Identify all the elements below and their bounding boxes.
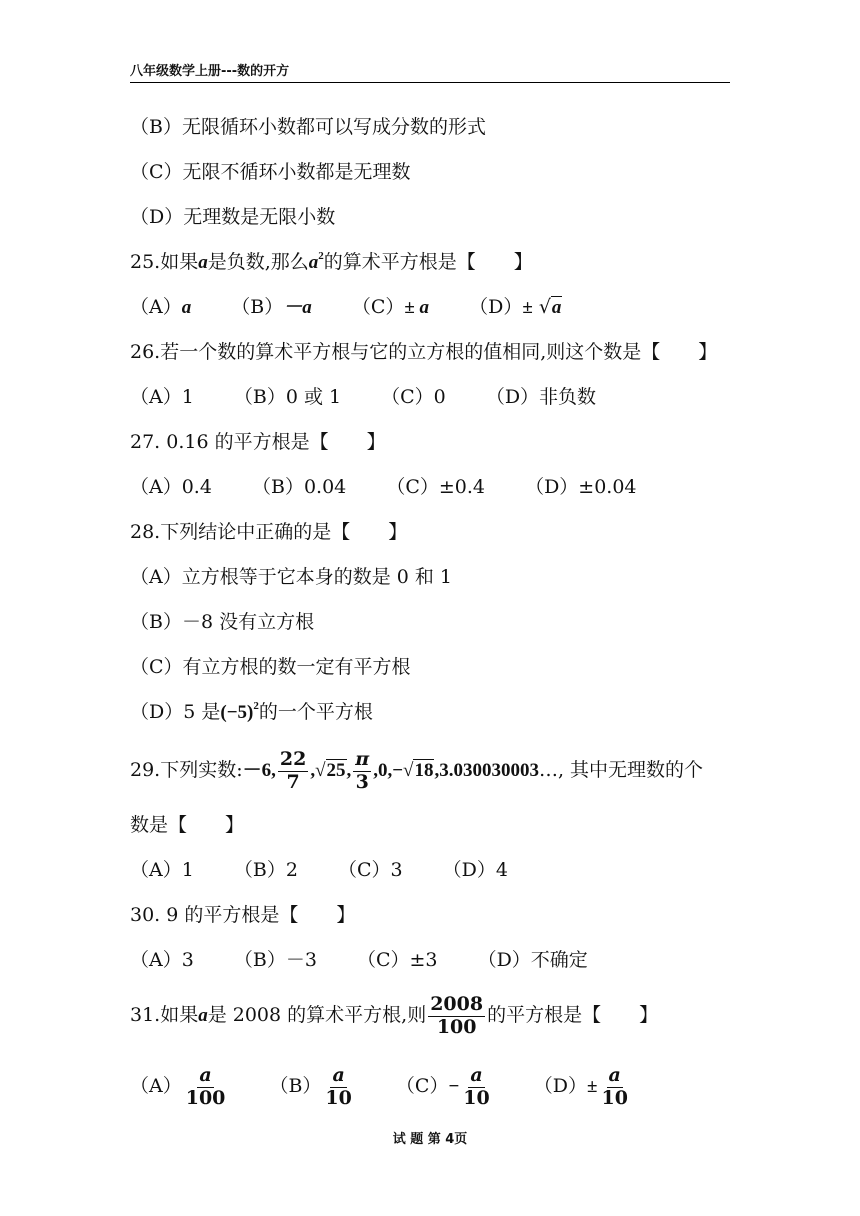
q31-option-b <box>269 1060 355 1112</box>
q29-sqrt-18: √18 <box>403 760 434 781</box>
q27-option-c: （C）±0.4 <box>386 476 486 498</box>
q29-term-decimal: ,3.030030003 <box>434 760 539 781</box>
fraction-numerator: 2008 <box>430 992 484 1015</box>
fraction-numerator: π <box>355 747 370 770</box>
q31-option-c-sign: − <box>448 1076 460 1097</box>
fraction-denominator: 100 <box>436 1015 477 1038</box>
fraction-denominator: 100 <box>185 1086 226 1109</box>
q31-var-a: a <box>198 1005 208 1026</box>
q25-stem <box>130 249 533 276</box>
q26-stem: 26.若一个数的算术平方根与它的立方根的值相同,则这个数是【 】 <box>130 341 718 363</box>
fraction-numerator: a <box>199 1063 212 1086</box>
q30-options <box>130 947 588 973</box>
q25-option-c <box>352 294 429 321</box>
q25-option-d-label: （D） <box>469 296 523 318</box>
q28-option-d-post: 的一个平方根 <box>258 701 373 723</box>
fraction-numerator: a <box>332 1063 345 1086</box>
q31-option-d-label: （D） <box>533 1075 588 1097</box>
fraction-numerator: 22 <box>279 747 307 770</box>
q25-option-c-label: （C） <box>351 296 405 318</box>
q25-stem-mid: 是负数,那么 <box>207 251 309 273</box>
q31-option-c <box>396 1060 494 1113</box>
q24-option-b: （B）无限循环小数都可以写成分数的形式 <box>130 116 486 138</box>
q27-option-b: （B）0.04 <box>252 476 347 498</box>
radicand: 18 <box>414 760 434 781</box>
q31-stem-mid: 是 2008 的算术平方根,则 <box>207 1004 427 1026</box>
q31-option-c-fraction <box>461 1065 491 1110</box>
sqrt-symbol: √a <box>538 296 562 318</box>
q30-stem: 30. 9 的平方根是【 】 <box>130 904 356 926</box>
q27-options <box>130 474 637 500</box>
q29-sqrt-25: √25 <box>315 760 346 781</box>
q28-option-d-exponent: 2 <box>253 700 259 712</box>
q31-option-b-fraction <box>323 1065 353 1110</box>
q28-option-d-pre: （D）5 是 <box>130 701 221 723</box>
q31-option-d-fraction <box>599 1065 629 1110</box>
page-footer: 试 题 第 4页 <box>392 1132 468 1147</box>
q25-option-a-label: （A） <box>130 296 182 318</box>
q31-option-a-label: （A） <box>130 1075 182 1097</box>
q31-option-d <box>534 1060 632 1113</box>
q31-option-a-fraction <box>184 1065 228 1110</box>
q29-stem-continued: 数是【 】 <box>130 814 245 836</box>
fraction-denominator: 7 <box>286 770 300 793</box>
q25-options <box>130 294 562 321</box>
q27-option-d: （D）±0.04 <box>525 476 637 498</box>
q29-options <box>130 857 508 883</box>
q27-stem: 27. 0.16 的平方根是【 】 <box>130 431 386 453</box>
q26-option-a: （A）1 <box>130 386 194 408</box>
q31-option-c-label: （C） <box>395 1075 449 1097</box>
q24-option-d: （D）无理数是无限小数 <box>130 206 336 228</box>
fraction-numerator: a <box>470 1063 483 1086</box>
q31-option-d-sign: ± <box>587 1076 598 1097</box>
q28-option-d <box>130 699 373 726</box>
q25-stem-pre: 25.如果 <box>130 251 199 273</box>
q25-option-b-value: －a <box>283 297 312 318</box>
q29-comma-1: , <box>310 760 316 781</box>
q26-option-d: （D）非负数 <box>485 386 597 408</box>
q30-option-a: （A）3 <box>130 949 194 971</box>
q29-stem-post: 其中无理数的个 <box>564 759 704 781</box>
q25-option-b-label: （B） <box>231 296 284 318</box>
q26-option-c: （C）0 <box>381 386 446 408</box>
q25-exponent: 2 <box>318 250 324 262</box>
q29-ellipsis: …, <box>538 759 565 781</box>
q27-option-a: （A）0.4 <box>130 476 212 498</box>
q31-stem <box>130 990 658 1041</box>
q29-fraction-pi-3 <box>353 749 371 794</box>
q30-option-d: （D）不确定 <box>477 949 588 971</box>
q25-option-c-value: ± a <box>404 297 430 318</box>
q24-option-c: （C）无限不循环小数都是无理数 <box>130 161 411 183</box>
q25-var-a: a <box>198 252 208 273</box>
q28-option-d-expr: (−5) <box>220 702 254 723</box>
q31-stem-pre: 31.如果 <box>130 1004 199 1026</box>
q28-option-b: （B）－8 没有立方根 <box>130 611 315 633</box>
q25-option-d <box>469 294 562 321</box>
q25-option-b <box>231 294 311 321</box>
q30-option-b: （B）－3 <box>233 949 317 971</box>
radicand: 25 <box>326 760 346 781</box>
q31-options <box>130 1060 632 1113</box>
fraction-denominator: 10 <box>325 1086 352 1109</box>
page-header: 八年级数学上册---数的开方 <box>130 60 730 83</box>
q31-stem-post: 的平方根是【 】 <box>487 1004 659 1026</box>
q25-var-a-squared: a <box>308 252 319 273</box>
q25-option-d-pm: ± <box>522 297 533 318</box>
q26-option-b: （B）0 或 1 <box>233 386 342 408</box>
q29-fraction-22-7 <box>278 749 308 794</box>
q29-option-b: （B）2 <box>233 859 298 881</box>
fraction-denominator: 10 <box>601 1086 628 1109</box>
q29-stem <box>130 746 703 795</box>
q25-option-a-value: a <box>181 297 192 318</box>
q29-term-1: －6, <box>242 760 276 781</box>
q31-fraction-2008-100 <box>428 994 485 1039</box>
fraction-denominator: 3 <box>355 770 369 793</box>
q25-option-a <box>130 294 191 321</box>
q29-option-d: （D）4 <box>442 859 508 881</box>
q28-option-a: （A）立方根等于它本身的数是 0 和 1 <box>130 566 453 588</box>
q31-option-b-label: （B） <box>269 1075 322 1097</box>
q29-option-c: （C）3 <box>337 859 403 881</box>
q29-stem-pre: 29.下列实数: <box>130 759 243 781</box>
q25-option-d-radicand: a <box>551 297 562 318</box>
q30-option-c: （C）±3 <box>356 949 438 971</box>
q28-stem: 28.下列结论中正确的是【 】 <box>130 521 408 543</box>
q29-option-a: （A）1 <box>130 859 194 881</box>
q25-stem-post: 的算术平方根是【 】 <box>323 251 533 273</box>
q28-option-c: （C）有立方根的数一定有平方根 <box>130 656 411 678</box>
q29-comma-2: , <box>346 760 352 781</box>
q26-options <box>130 384 596 410</box>
fraction-denominator: 10 <box>463 1086 490 1109</box>
q29-term-zero: ,0,− <box>373 760 404 781</box>
q31-option-a <box>130 1060 229 1112</box>
fraction-numerator: a <box>608 1063 621 1086</box>
